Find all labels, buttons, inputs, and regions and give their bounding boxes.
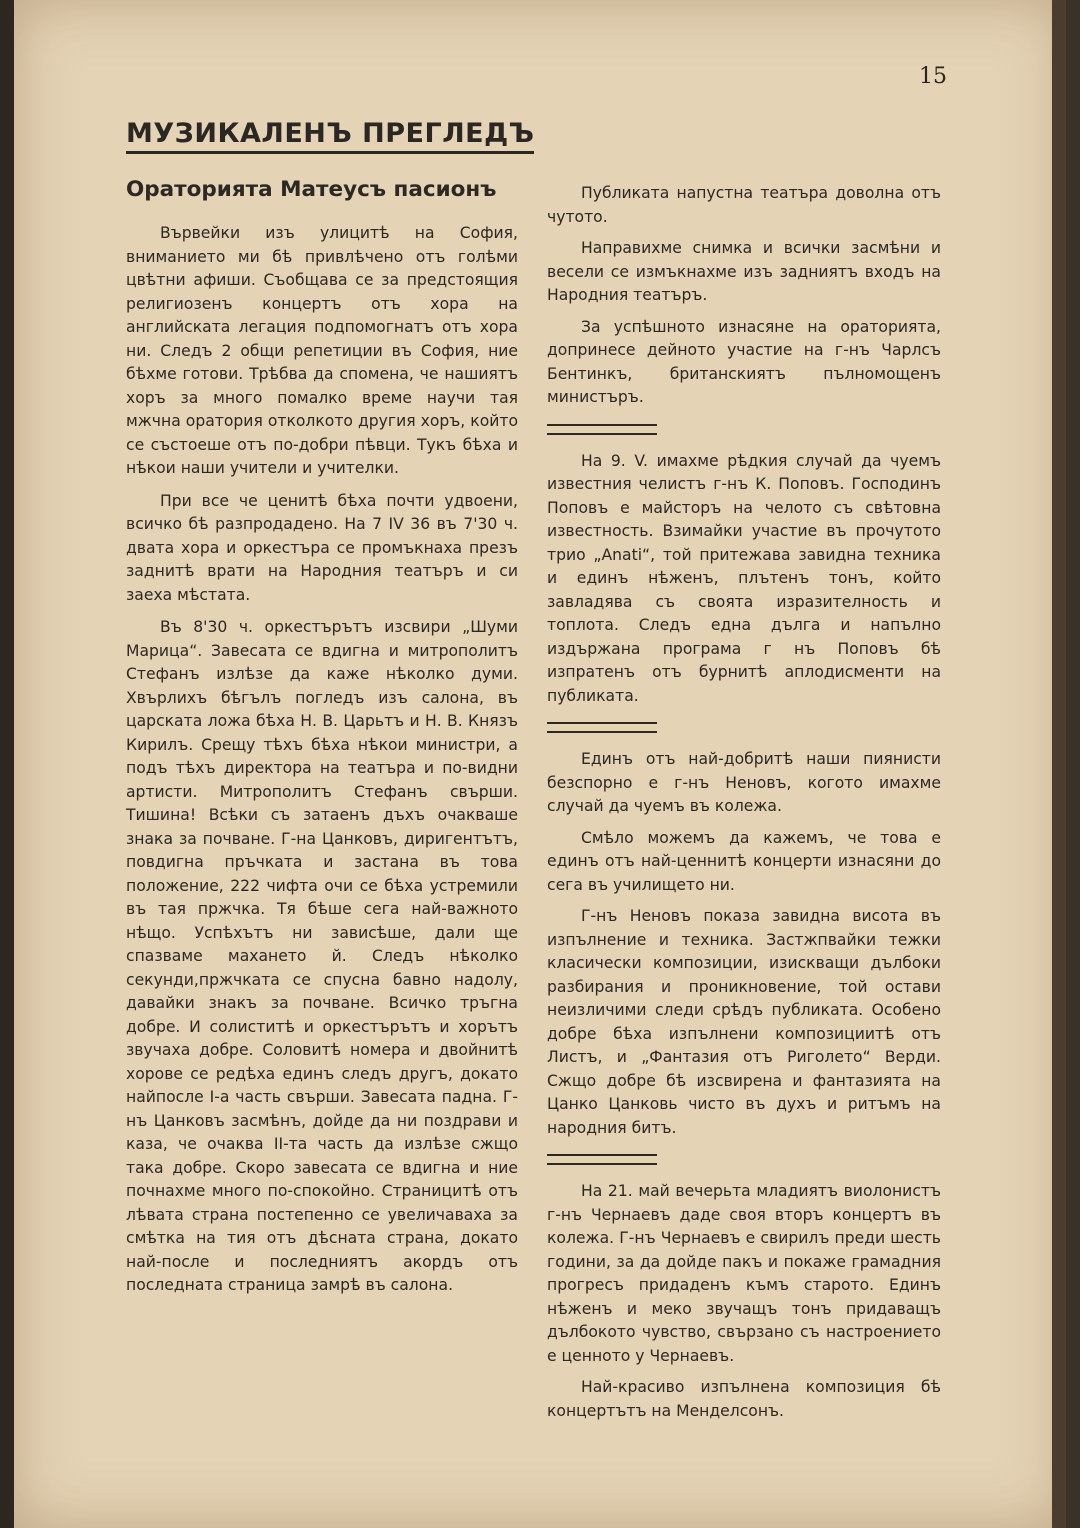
- double-rule-divider: [547, 424, 657, 435]
- article-paragraph: При все че ценитѣ бѣха почти удвоени, всичко бѣ разпродадено. На 7 IV 36 въ 7'30 ч. двата хора и оркестъра се промъкнаха презъ заднитѣ врати на Народния театъръ и си заеха мѣстата.: [126, 491, 518, 604]
- note-paragraph: Единъ отъ най-добритѣ наши пиянисти безспорно е г-нъ Неновъ, когото имахме случай да чуемъ въ колежа.: [547, 750, 941, 815]
- page-edge-shadow: [1052, 0, 1066, 1528]
- note-paragraph: На 21. май вечерьта младиятъ виолонистъ г-нъ Чернаевъ даде своя вторъ концертъ въ колежа. Г-нъ Чернаевъ е свирилъ преди шесть години, за да дойде пакъ и покаже грамадния прогресъ придаденъ къмъ старото. Единъ нѣженъ и меко звучащъ тонъ придаващъ дълбокото чувство, свързано съ настроението е ценното у Чернаевъ.: [547, 1182, 941, 1365]
- article-paragraph: Въ 8'30 ч. оркестърътъ изсвири „Шуми Марица“. Завесата се вдигна и митрополитъ Стефанъ излѣзе да каже нѣколко думи. Хвърлихъ бѣгълъ погледъ изъ салона, въ царската ложа бѣха Н. В. Царьтъ и Н. В. Князъ Кирилъ. Срещу тѣхъ бѣха нѣкои министри, а подъ тѣхъ директора на театъра и по-видни артисти. Митрополитъ Стефанъ свърши. Тишина! Всѣки съ затаенъ дъхъ очакваше знака за почване. Г-на Цанковъ, диригентътъ, повдигна пръчката и застана въ това положение, 222 чифта очи се бѣха устремили въ тая пржчка. Тя бѣше сега най-важното нѣщо. Успѣхътъ ни зависѣше, дали ще спазваме махането й. Следъ нѣколко секунди,пржчката се спусна бавно надолу, давайки знакъ за почване. Всичко тръгна добре. И солиститѣ и оркестърътъ и хорътъ звучаха добре. Соловитѣ номера и двойнитѣ хорове се редѣха единъ следъ другъ, докато найпосле I-а часть свърши. Завесата падна. Г-нъ Цанковъ засмѣнъ, дойде да ни поздрави и каза, че очаква II-та часть да излѣзе сжщо така добре. Скоро завесата се вдигна и ние почнахме много по-спокойно. Страницитѣ отъ лѣвата страна постепенно се увеличаваха за смѣтка на тия отъ дѣсната страна, докато най-после и последниятъ акордъ отъ последната страница замрѣ въ салона.: [126, 618, 518, 1294]
- note-paragraph: Смѣло можемъ да кажемъ, че това е единъ отъ най-ценнитѣ концерти изнасяни до сега въ училището ни.: [547, 828, 941, 894]
- article-title: Ораторията Матеусъ пасионъ: [126, 177, 497, 202]
- left-column: [126, 176, 518, 1307]
- double-rule-divider: [547, 722, 657, 733]
- page-number: 15: [919, 64, 947, 89]
- double-rule-divider: [547, 1154, 657, 1165]
- article-continuation-paragraph: За успѣшното изнасяне на ораторията, допринесе дейното участие на г-нъ Чарлсъ Бентинкъ, британскиятъ пълномощенъ министъръ.: [547, 317, 941, 406]
- article-paragraph: Вървейки изъ улицитѣ на София, вниманието ми бѣ привлѣчено отъ голѣми цвѣтни афиши. Съобщава се за предстоящия религиозенъ концертъ отъ хора на английската легация подпомогнатъ отъ хора ни. Следъ 2 общи репетиции въ София, ние бѣхме готови. Трѣбва да спомена, че нашиятъ хоръ за много помалко време научи тая мжчна оратория отколкото другия хоръ, който се състоеше отъ по-добри пѣвци. Тукъ бѣха и нѣкои наши учители и учителки.: [126, 224, 518, 477]
- article-continuation-paragraph: Публиката напустна театъра доволна отъ чутото.: [547, 184, 941, 226]
- note-paragraph: Г-нъ Неновъ показа завидна висота въ изпълнение и техника. Застжпвайки тежки класически композиции, изискващи дълбоки разбирания и проникновение, той остави неизличими следи срѣдъ публиката. Особено добре бѣха изпълнени композициитѣ отъ Листъ, и „Фантазия отъ Риголето“ Верди. Сжщо добре бѣ изсвирена и фантазията на Цанко Цанковь чисто въ духъ и ритъмъ на народния битъ.: [547, 907, 941, 1137]
- right-column: [547, 182, 941, 1431]
- section-title: МУЗИКАЛЕНЪ ПРЕГЛЕДЪ: [126, 118, 534, 154]
- article-continuation-paragraph: Направихме снимка и всички засмѣни и весели се измъкнахме изъ задниятъ входъ на Народния театъръ.: [547, 239, 941, 304]
- note-paragraph: Най-красиво изпълнена композиция бѣ концертътъ на Менделсонъ.: [547, 1378, 941, 1420]
- note-paragraph: На 9. V. имахме рѣдкия случай да чуемъ известния челистъ г-нъ К. Поповъ. Господинъ Поповъ е майсторъ на челото съ свѣтовна известность. Взимайки участие въ прочутото трио „Anati“, той притежава завидна техника и единъ нѣженъ, плътенъ тонъ, който завладява съ своята изразителность и топлота. Следъ една дълга и напълно издържана програма г нъ Поповъ бѣ изпратенъ отъ бурнитѣ аплодисменти на публиката.: [547, 451, 941, 705]
- binding-spine: [0, 0, 14, 1528]
- magazine-page: [14, 0, 1066, 1528]
